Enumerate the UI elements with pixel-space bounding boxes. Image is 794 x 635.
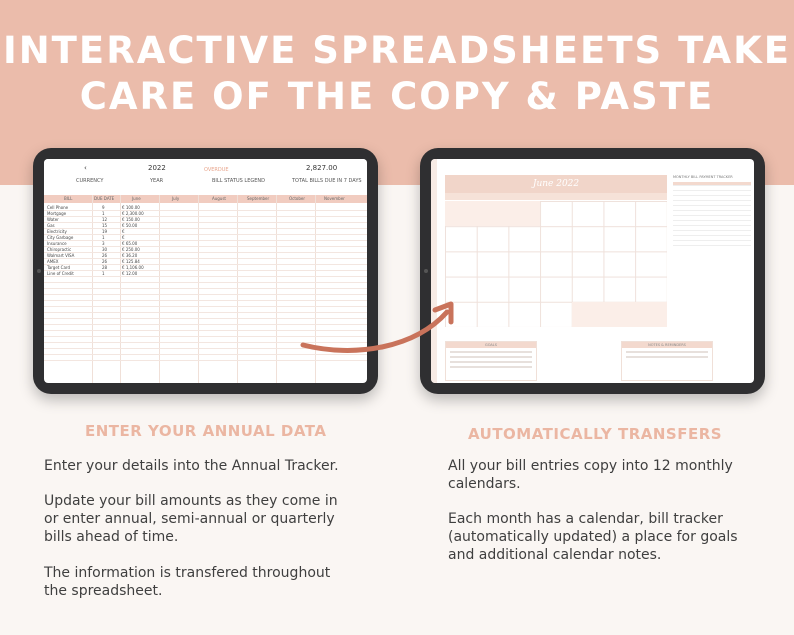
chevron-left-icon[interactable]: ‹: [84, 164, 87, 172]
right-p2-line-1: Each month has a calendar, bill tracker: [448, 511, 723, 527]
right-section-title: AUTOMATICALLY TRANSFERS: [468, 425, 723, 443]
left-p2-line-3: bills ahead of time.: [44, 529, 179, 545]
right-paragraph-1: [448, 457, 778, 493]
monthly-calendar-screen: [431, 159, 754, 383]
bill-amount: € 65.00: [122, 241, 138, 246]
bill-due: 12: [102, 217, 108, 222]
notes-title: NOTES & REMINDERS: [622, 342, 712, 348]
note-line: [626, 351, 708, 353]
year-value[interactable]: 2022: [148, 164, 166, 172]
bill-name: Cell Phone: [47, 205, 69, 210]
bill-due: 28: [102, 265, 108, 270]
bill-name: Target Card: [47, 265, 71, 270]
bill-amount: € 150.00: [122, 217, 140, 222]
left-p2-line-1: Update your bill amounts as they come in: [44, 493, 338, 509]
prev-month-days: [445, 201, 540, 226]
bill-amount: € 1,106.00: [122, 265, 144, 270]
bill-due: 1: [102, 211, 105, 216]
weekday-header: [445, 193, 667, 200]
month-title: June 2022: [445, 175, 667, 193]
col-month-3: August: [212, 196, 226, 201]
note-line: [626, 356, 708, 358]
tracker-row: [673, 192, 751, 196]
left-paragraph-1: [44, 457, 374, 475]
legend-label: BILL STATUS LEGEND: [212, 178, 265, 184]
bill-amount: € 12.00: [122, 271, 138, 276]
right-paragraph-2: [448, 510, 778, 564]
headline-line-2: CARE OF THE COPY & PASTE: [79, 75, 715, 118]
tracker-row: [673, 217, 751, 221]
bill-due: 19: [102, 229, 108, 234]
overdue-legend: OVERDUE: [204, 167, 229, 173]
left-p1-line: Enter your details into the Annual Tracker.: [44, 458, 339, 474]
tracker-row: [673, 237, 751, 241]
camera-dot: [37, 269, 41, 273]
right-p2-line-2: (automatically updated) a place for goals: [448, 529, 738, 545]
bill-due: 3: [102, 241, 105, 246]
tracker-row: [673, 222, 751, 226]
bill-amount: €: [122, 229, 125, 234]
bill-name: City Garbage: [47, 235, 74, 240]
curved-arrow-icon: [295, 290, 470, 360]
camera-dot: [424, 269, 428, 273]
col-month-5: October: [289, 196, 306, 201]
left-p3-line-2: the spreadsheet.: [44, 583, 163, 599]
bill-payment-tracker: [673, 175, 751, 285]
left-paragraph-2: [44, 492, 374, 546]
currency-label: CURRENCY: [76, 178, 104, 184]
tracker-row: [673, 227, 751, 231]
bill-amount: € 50.00: [122, 223, 138, 228]
bill-amount: €: [122, 235, 125, 240]
bill-due: 26: [102, 253, 108, 258]
col-month-4: September: [247, 196, 270, 201]
bill-name: Line of Credit: [47, 271, 74, 276]
bill-due: 9: [102, 205, 105, 210]
notes-box[interactable]: [621, 341, 713, 381]
left-p2-line-2: or enter annual, semi-annual or quarterly: [44, 511, 335, 527]
bill-amount: € 250.00: [122, 247, 140, 252]
goals-title: GOALS: [446, 342, 536, 348]
col-bill: BILL: [64, 196, 73, 201]
headline-line-1: INTERACTIVE SPREADSHEETS TAKE: [2, 29, 792, 72]
tracker-row: [673, 202, 751, 206]
col-month-1: June: [132, 196, 141, 201]
tablet-monthly-calendar: [420, 148, 765, 394]
right-p1-line-1: All your bill entries copy into 12 monthly: [448, 458, 733, 474]
sheet-header: [44, 159, 367, 191]
tracker-title: MONTHLY BILL PAYMENT TRACKER: [673, 175, 733, 179]
goal-line: [450, 366, 532, 368]
bill-due: 15: [102, 223, 108, 228]
left-paragraph-3: [44, 564, 374, 600]
col-due: DUE DATE: [94, 196, 115, 201]
bill-due: 1: [102, 235, 105, 240]
headline: [0, 28, 794, 120]
bill-name: Electricity: [47, 229, 67, 234]
tracker-row: [673, 197, 751, 201]
year-label: YEAR: [150, 178, 164, 184]
bill-amount: € 125.84: [122, 259, 140, 264]
tracker-row: [673, 242, 751, 246]
bill-due: 30: [102, 247, 108, 252]
bill-due: 26: [102, 259, 108, 264]
bill-name: Insurance: [47, 241, 67, 246]
bill-name: Water: [47, 217, 59, 222]
col-month-2: July: [172, 196, 180, 201]
bill-name: AMEX: [47, 259, 59, 264]
col-month-6: November: [324, 196, 345, 201]
goal-line: [450, 361, 532, 363]
right-p1-line-2: calendars.: [448, 476, 521, 492]
bill-amount: € 2,300.00: [122, 211, 144, 216]
bill-due: 1: [102, 271, 105, 276]
left-section-title: ENTER YOUR ANNUAL DATA: [85, 422, 327, 440]
total-due-value: 2,827.00: [306, 164, 338, 172]
right-p2-line-3: and additional calendar notes.: [448, 547, 662, 563]
bill-name: Gas: [47, 223, 55, 228]
next-month-days: [572, 302, 667, 327]
bill-name: Walmart VISA: [47, 253, 75, 258]
left-p3-line-1: The information is transfered throughout: [44, 565, 331, 581]
bill-name: Mortgage: [47, 211, 67, 216]
tracker-row: [673, 232, 751, 236]
total-due-label: TOTAL BILLS DUE IN 7 DAYS: [292, 178, 362, 184]
bill-amount: € 100.00: [122, 205, 140, 210]
bill-name: Chiropractic: [47, 247, 72, 252]
tracker-row: [673, 187, 751, 191]
tracker-header-row: [673, 182, 751, 186]
tracker-row: [673, 207, 751, 211]
bill-amount: € 36.20: [122, 253, 138, 258]
tracker-row: [673, 212, 751, 216]
